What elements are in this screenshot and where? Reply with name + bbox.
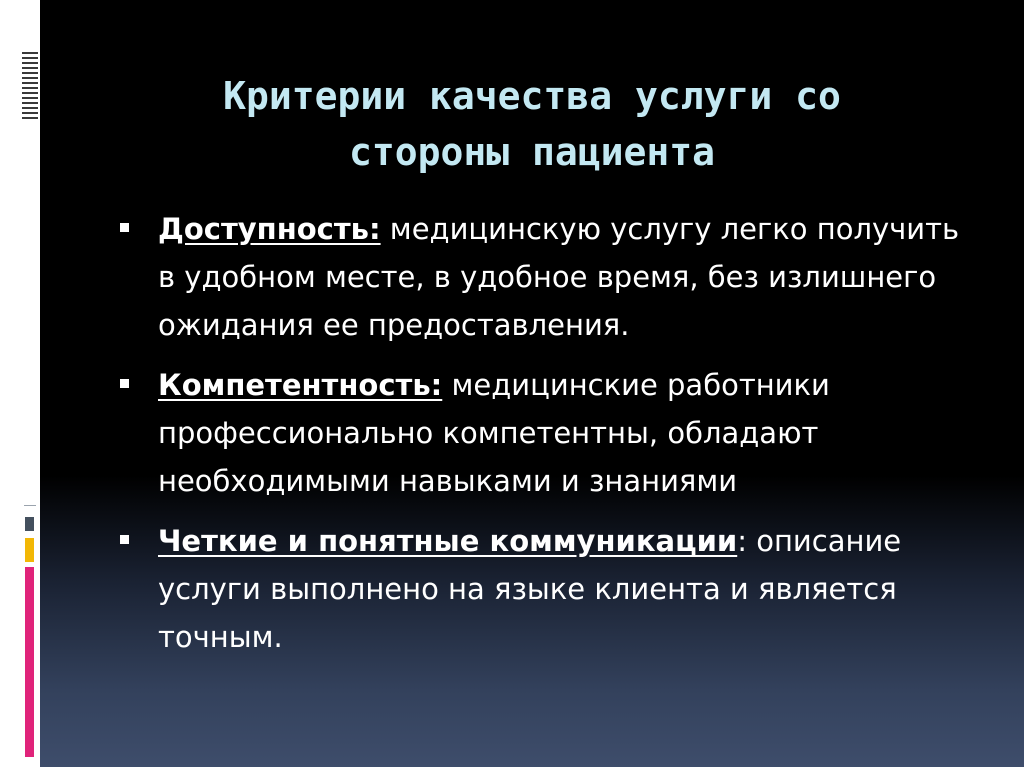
decorative-yellow-block — [25, 538, 34, 562]
bullet-term: Компетентность: — [158, 368, 443, 402]
slide-title — [40, 68, 1024, 180]
square-bullet-icon — [120, 223, 129, 232]
bullet-list — [120, 205, 980, 673]
decorative-stripes — [22, 52, 38, 120]
bullet-text: описание услуги выполнено на языке клиента и является точным. — [158, 524, 902, 654]
bullet-text: медицинские работники профессионально компетентны, обладают необходимыми навыками и знаниями — [158, 368, 830, 498]
bullet-term: Доступность: — [158, 212, 381, 246]
bullet-item-competence — [120, 361, 980, 505]
decorative-line — [24, 505, 36, 506]
decorative-gray-block — [25, 517, 34, 531]
square-bullet-icon — [120, 535, 129, 544]
square-bullet-icon — [120, 379, 129, 388]
bullet-term: Четкие и понятные коммуникации — [158, 524, 738, 558]
slide-title-line-1: Критерии качества услуги со — [223, 74, 841, 118]
bullet-term-suffix: : — [737, 524, 747, 558]
bullet-item-communications — [120, 517, 980, 661]
bullet-item-accessibility — [120, 205, 980, 349]
decorative-pink-bar — [25, 567, 34, 757]
bullet-text: медицинскую услугу легко получить в удобном месте, в удобное время, без излишнего ожидания ее предоставления. — [158, 212, 960, 342]
slide-title-line-2: стороны пациента — [348, 130, 716, 174]
